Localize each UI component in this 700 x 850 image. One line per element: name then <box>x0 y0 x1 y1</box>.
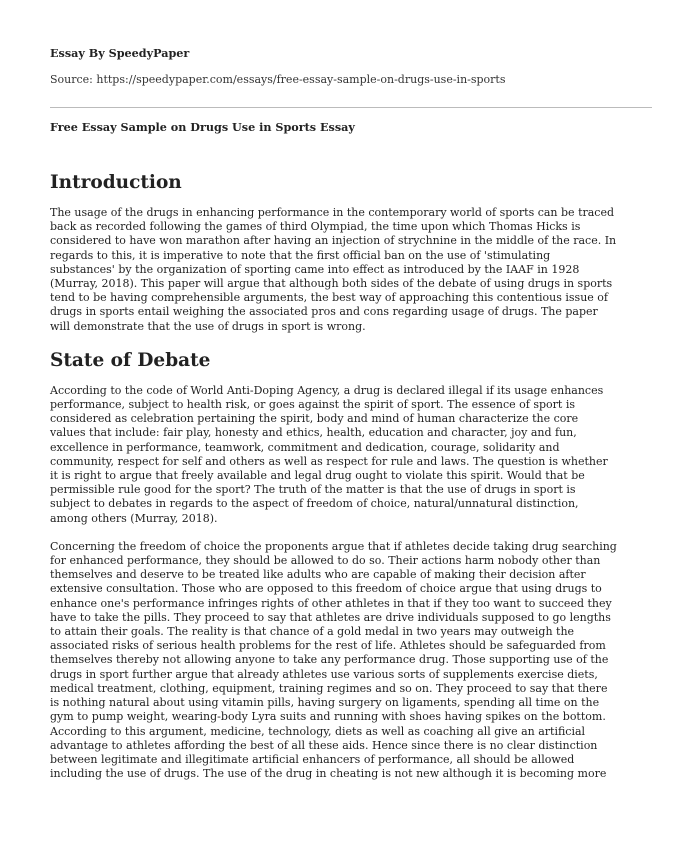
paragraph-line: According to this argument, medicine, technology, diets as well as coaching all give an artificial <box>50 724 586 738</box>
paragraph-line: back as recorded following the games of third Olympiad, the time upon which Thomas Hicks is <box>50 220 581 234</box>
paragraph-line: medical treatment, clothing, equipment, training regimes and so on. They proceed to say that there <box>50 681 608 695</box>
header-divider <box>50 107 652 108</box>
paragraph-line: extensive consultation. Those who are opposed to this freedom of choice argue that using drugs to <box>50 582 602 596</box>
paragraph-line: between legitimate and illegitimate artificial enhancers of performance, all should be allowed <box>50 752 575 766</box>
paragraph-line: gym to pump weight, wearing-body Lyra suits and running with shoes having spikes on the bottom. <box>50 710 606 724</box>
paragraph-line: considered as celebration pertaining the spirit, body and mind of human characterize the core <box>50 412 579 426</box>
paragraph-line: tend to be having comprehensible arguments, the best way of approaching this contentious issue of <box>50 291 608 305</box>
paragraph-line: themselves thereby not allowing anyone to take any performance drug. Those supporting use of the <box>50 653 609 667</box>
paragraph-line: The usage of the drugs in enhancing performance in the contemporary world of sports can be traced <box>50 206 615 219</box>
paragraph-line: it is right to argue that freely available and legal drug ought to violate this spirit. Would that be <box>50 469 585 483</box>
paragraph-line: permissible rule good for the sport? The truth of the matter is that the use of drugs in sport is <box>50 483 576 497</box>
paragraph-line: advantage to athletes affording the best of all these aids. Hence since there is no clear distinction <box>50 738 598 752</box>
paragraph-line: drugs in sports entail weighing the associated pros and cons regarding usage of drugs. The paper <box>50 305 598 319</box>
paragraph-line: performance, subject to health risk, or goes against the spirit of sport. The essence of sport is <box>50 398 575 412</box>
paragraph-line: subject to debates in regards to the aspect of freedom of choice, natural/unnatural distinction, <box>50 497 579 511</box>
paragraph-line: will demonstrate that the use of drugs in sport is wrong. <box>50 319 366 333</box>
paragraph-line: (Murray, 2018). This paper will argue that although both sides of the debate of using drugs in sports <box>50 277 613 291</box>
source-line: Source: https://speedypaper.com/essays/free-essay-sample-on-drugs-use-in-sports <box>50 73 506 86</box>
paragraph-line: Concerning the freedom of choice the proponents argue that if athletes decide taking drug searching <box>50 539 617 553</box>
paragraph-line: community, respect for self and others as well as respect for rule and laws. The question is whether <box>50 454 608 468</box>
paragraph-line: have to take the pills. They proceed to say that athletes are drive individuals supposed to go lengths <box>50 610 611 624</box>
paragraph <box>50 540 652 781</box>
paragraph-line: to attain their goals. The reality is that chance of a gold medal in two years may outweigh the <box>50 625 575 639</box>
essay-body <box>50 170 652 795</box>
paragraph-line: According to the code of World Anti-Doping Agency, a drug is declared illegal if its usage enhances <box>50 383 604 397</box>
paragraph-line: drugs in sport further argue that already athletes use various sorts of supplements exercise diets, <box>50 667 598 681</box>
paragraph-line: associated risks of serious health problems for the rest of life. Athletes should be safeguarded from <box>50 639 606 653</box>
paragraph-line: values that include: fair play, honesty and ethics, health, education and character, joy and fun, <box>50 426 577 440</box>
paragraph-line: among others (Murray, 2018). <box>50 511 218 525</box>
brand-label: Essay By SpeedyPaper <box>50 46 190 60</box>
section-heading-state-of-debate: State of Debate <box>50 349 211 371</box>
paragraph-line: themselves and deserve to be treated like adults who are capable of making their decision after <box>50 568 586 582</box>
section-heading-introduction: Introduction <box>50 172 182 193</box>
paragraph-line: including the use of drugs. The use of the drug in cheating is not new although it is becoming more <box>50 767 607 781</box>
paragraph <box>50 206 652 334</box>
paragraph-line: is nothing natural about using vitamin pills, having surgery on ligaments, spending all time on the <box>50 696 600 710</box>
paragraph <box>50 384 652 526</box>
paragraph-line: substances' by the organization of sporting came into effect as introduced by the IAAF in 1928 <box>50 262 580 276</box>
paragraph-line: considered to have won marathon after having an injection of strychnine in the middle of the race. In <box>50 234 617 248</box>
paragraph-line: excellence in performance, teamwork, commitment and dedication, courage, solidarity and <box>50 440 560 454</box>
document-title: Free Essay Sample on Drugs Use in Sports Essay <box>50 120 355 134</box>
paragraph-line: enhance one's performance infringes rights of other athletes in that if they too want to succeed they <box>50 596 612 610</box>
paragraph-line: regards to this, it is imperative to note that the first official ban on the use of 'stimulating <box>50 248 551 262</box>
paragraph-line: for enhanced performance, they should be allowed to do so. Their actions harm nobody other than <box>50 554 601 568</box>
